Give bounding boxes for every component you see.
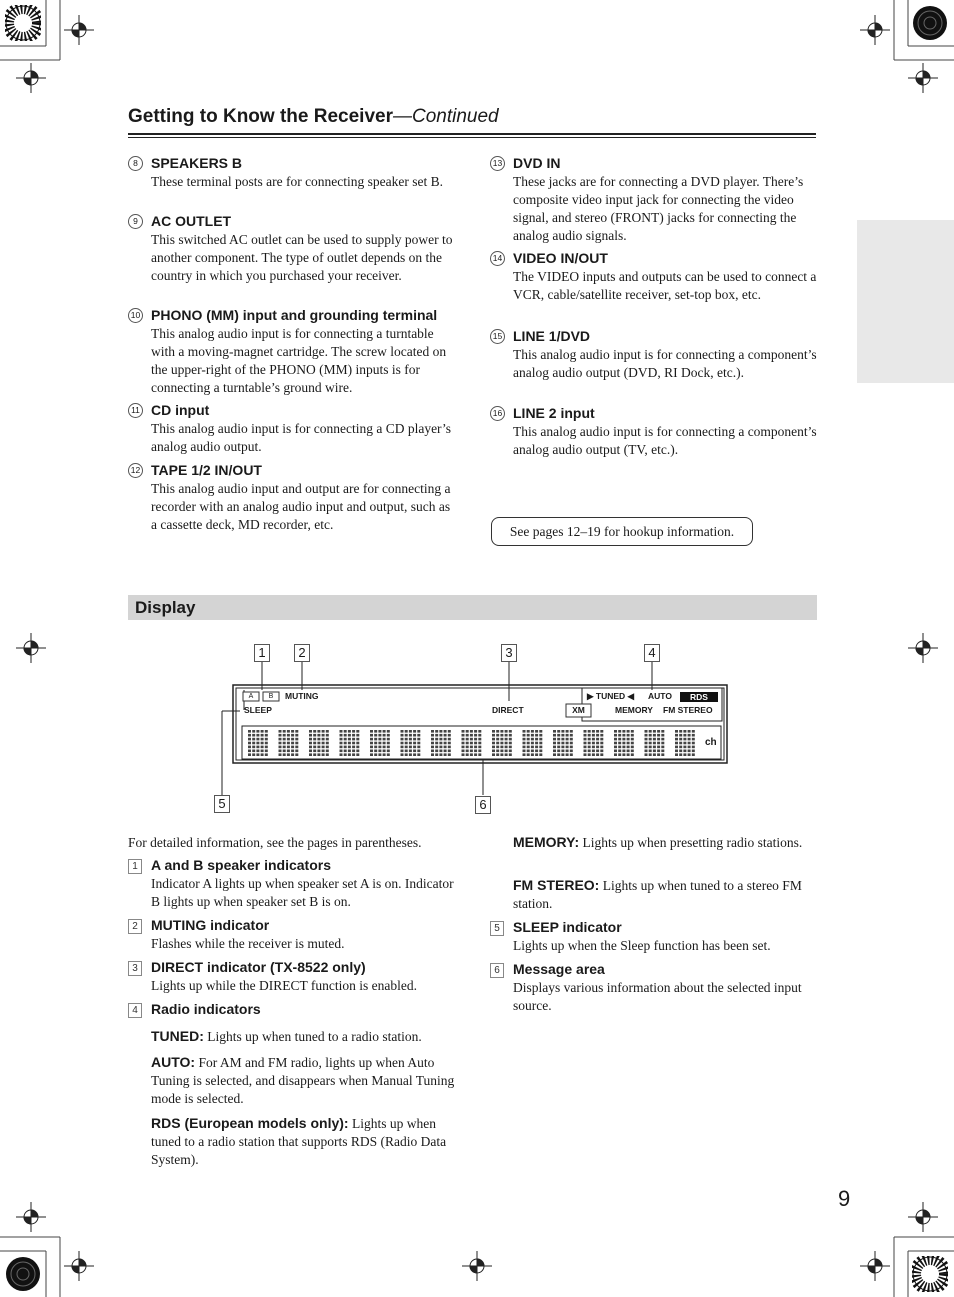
- item-number: 14: [490, 251, 505, 266]
- item-number: 9: [128, 214, 143, 229]
- speaker-a-indicator: A: [248, 693, 254, 700]
- dot-matrix-cell: [370, 730, 390, 756]
- registration-mark-icon: [860, 15, 890, 45]
- tuned-indicator: ▶ TUNED ◀: [587, 691, 635, 701]
- page-header: [128, 108, 499, 126]
- entry-body: Displays various information about the selected input source.: [513, 980, 802, 1013]
- display-panel-graphic: [200, 640, 760, 820]
- registration-mark-icon: [908, 633, 938, 663]
- registration-mark-icon: [908, 63, 938, 93]
- memory-indicator: MEMORY: [615, 705, 653, 715]
- para-label: FM STEREO:: [513, 877, 600, 893]
- item-sleep-indicator: [494, 918, 818, 955]
- fm-stereo-description: [513, 876, 818, 913]
- header-title: Getting to Know the Receiver: [128, 106, 393, 127]
- item-number: 16: [490, 406, 505, 421]
- item-direct-indicator: [132, 958, 456, 995]
- entry-title: VIDEO IN/OUT: [513, 250, 608, 266]
- para-label: AUTO:: [151, 1054, 196, 1070]
- side-tab: [857, 220, 954, 383]
- dot-matrix-cell: [248, 730, 268, 756]
- registration-mark-icon: [16, 63, 46, 93]
- entry-speakers-b: [133, 154, 456, 191]
- dot-matrix-cell: [645, 730, 665, 756]
- item-number: 8: [128, 156, 143, 171]
- registration-mark-icon: [16, 633, 46, 663]
- entry-title: TAPE 1/2 IN/OUT: [151, 462, 262, 478]
- dot-matrix-cell: [401, 730, 421, 756]
- entry-title: CD input: [151, 402, 210, 418]
- para-label: MEMORY:: [513, 834, 580, 850]
- entry-body: This switched AC outlet can be used to supply power to another component. The type of outlet depends on the country in which you purchased your receiver.: [151, 232, 453, 283]
- item-number: 10: [128, 308, 143, 323]
- entry-title: SPEAKERS B: [151, 155, 243, 171]
- starburst-mark-icon: [912, 1256, 948, 1292]
- message-area-characters: [248, 730, 695, 756]
- entry-title: PHONO (MM) input and grounding terminal: [151, 307, 438, 323]
- para-text: Lights up when tuned to a radio station that supports RDS (Radio Data System).: [151, 1116, 447, 1167]
- section-bar: [128, 595, 817, 620]
- entry-body: This analog audio input is for connecting a component’s analog audio output (DVD, RI Dock, etc.).: [513, 347, 817, 380]
- callout-4: 4: [644, 644, 660, 662]
- para-label: TUNED:: [151, 1028, 204, 1044]
- dot-matrix-cell: [614, 730, 634, 756]
- item-number: 15: [490, 329, 505, 344]
- dot-matrix-cell: [309, 730, 329, 756]
- page-number: 9: [838, 1186, 851, 1211]
- dot-matrix-cell: [523, 730, 543, 756]
- entry-title: SLEEP indicator: [513, 919, 622, 935]
- display-diagram: [200, 640, 760, 820]
- callout-2: 2: [294, 644, 310, 662]
- item-number: 2: [128, 919, 142, 934]
- direct-indicator: DIRECT: [492, 705, 524, 715]
- item-message-area: [494, 960, 818, 1015]
- speaker-b-indicator: B: [268, 693, 274, 700]
- entry-tape: [130, 461, 456, 534]
- starburst-mark-icon: [912, 5, 948, 41]
- entry-title: DIRECT indicator (TX-8522 only): [151, 959, 366, 975]
- callout-3: 3: [501, 644, 517, 662]
- entry-ac-outlet: [133, 212, 456, 285]
- auto-description: [151, 1053, 456, 1108]
- tuned-description: [151, 1027, 456, 1046]
- entry-body: Flashes while the receiver is muted.: [151, 936, 345, 951]
- xm-indicator: XM: [572, 705, 585, 715]
- entry-body: This analog audio input is for connecting a component’s analog audio output (TV, etc.).: [513, 424, 817, 457]
- item-number: 1: [128, 859, 142, 874]
- entry-video-in-out: [492, 249, 818, 304]
- item-number: 4: [128, 1003, 142, 1018]
- dot-matrix-cell: [675, 730, 695, 756]
- entry-line1-dvd: [492, 327, 818, 382]
- callout-1: 1: [254, 644, 270, 662]
- item-speaker-indicators: [132, 856, 456, 911]
- item-number: 5: [490, 921, 504, 936]
- callout-6: 6: [475, 796, 491, 814]
- registration-mark-icon: [64, 15, 94, 45]
- auto-indicator: AUTO: [648, 691, 672, 701]
- dot-matrix-cell: [492, 730, 512, 756]
- entry-title: MUTING indicator: [151, 917, 270, 933]
- registration-mark-icon: [908, 1202, 938, 1232]
- entry-title: AC OUTLET: [151, 213, 232, 229]
- entry-title: DVD IN: [513, 155, 561, 171]
- memory-description: [513, 833, 818, 852]
- entry-line2: [492, 404, 818, 459]
- starburst-mark-icon: [5, 1256, 41, 1292]
- item-number: 12: [128, 463, 143, 478]
- dot-matrix-cell: [279, 730, 299, 756]
- rds-indicator: RDS: [690, 692, 708, 702]
- muting-indicator: MUTING: [285, 691, 319, 701]
- fm-stereo-indicator: FM STEREO: [663, 705, 713, 715]
- entry-title: LINE 2 input: [513, 405, 595, 421]
- entry-title: Radio indicators: [151, 1001, 261, 1017]
- entry-body: This analog audio input and output are for connecting a recorder with an analog audio input and output, such as a cassette deck, MD recorder, etc.: [151, 481, 451, 532]
- para-text: Lights up when presetting radio stations.: [579, 835, 803, 850]
- starburst-mark-icon: [5, 5, 41, 41]
- entry-title: A and B speaker indicators: [151, 857, 331, 873]
- registration-mark-icon: [462, 1251, 492, 1281]
- section-title: Display: [135, 598, 196, 617]
- para-label: RDS (European models only):: [151, 1115, 349, 1131]
- rds-description: [151, 1114, 456, 1169]
- entry-title: LINE 1/DVD: [513, 328, 591, 344]
- sleep-indicator: SLEEP: [244, 705, 272, 715]
- para-text: Lights up when tuned to a radio station.: [203, 1029, 422, 1044]
- item-number: 6: [490, 963, 504, 978]
- entry-body: Lights up when the Sleep function has been set.: [513, 938, 771, 953]
- entry-dvd-in: [492, 154, 818, 245]
- dot-matrix-cell: [553, 730, 573, 756]
- header-continued: —Continued: [392, 106, 499, 127]
- entry-body: Indicator A lights up when speaker set A is on. Indicator B lights up when speaker set B is on.: [151, 876, 454, 909]
- entry-body: This analog audio input is for connecting a CD player’s analog audio output.: [151, 421, 452, 454]
- entry-body: These terminal posts are for connecting speaker set B.: [151, 174, 444, 189]
- entry-phono: [130, 306, 456, 397]
- ch-indicator: ch: [705, 737, 717, 748]
- header-rule-thin: [128, 137, 816, 138]
- registration-mark-icon: [64, 1251, 94, 1281]
- entry-body: These jacks are for connecting a DVD player. There’s composite video input jack for connecting the video signal, and stereo (FRONT) jacks for connecting the analog audio signals.: [513, 174, 804, 243]
- entry-cd-input: [131, 401, 456, 456]
- entry-title: Message area: [513, 961, 605, 977]
- dot-matrix-cell: [340, 730, 360, 756]
- item-number: 3: [128, 961, 142, 976]
- header-rule: [128, 133, 816, 135]
- callout-5: 5: [214, 795, 230, 813]
- entry-body: This analog audio input is for connecting a turntable with a moving-magnet cartridge. The screw located on the upper-right of the PHONO (MM) inputs is for connecting a turntable’s ground wire.: [151, 326, 447, 395]
- item-number: 13: [490, 156, 505, 171]
- item-muting-indicator: [132, 916, 456, 953]
- para-text: For AM and FM radio, lights up when Auto Tuning is selected, and disappears when Manual Tuning mode is selected.: [151, 1055, 455, 1106]
- entry-body: Lights up while the DIRECT function is enabled.: [151, 978, 417, 993]
- dot-matrix-cell: [462, 730, 482, 756]
- dot-matrix-cell: [431, 730, 451, 756]
- para-text: Lights up when tuned to a stereo FM station.: [513, 878, 802, 911]
- registration-mark-icon: [860, 1251, 890, 1281]
- item-radio-indicators: [132, 1000, 456, 1019]
- hookup-note: See pages 12–19 for hookup information.: [491, 517, 753, 546]
- entry-body: The VIDEO inputs and outputs can be used to connect a VCR, cable/satellite receiver, set-top box, etc.: [513, 269, 817, 302]
- registration-mark-icon: [16, 1202, 46, 1232]
- item-number: 11: [128, 403, 143, 418]
- dot-matrix-cell: [584, 730, 604, 756]
- display-intro: For detailed information, see the pages in parentheses.: [128, 835, 422, 850]
